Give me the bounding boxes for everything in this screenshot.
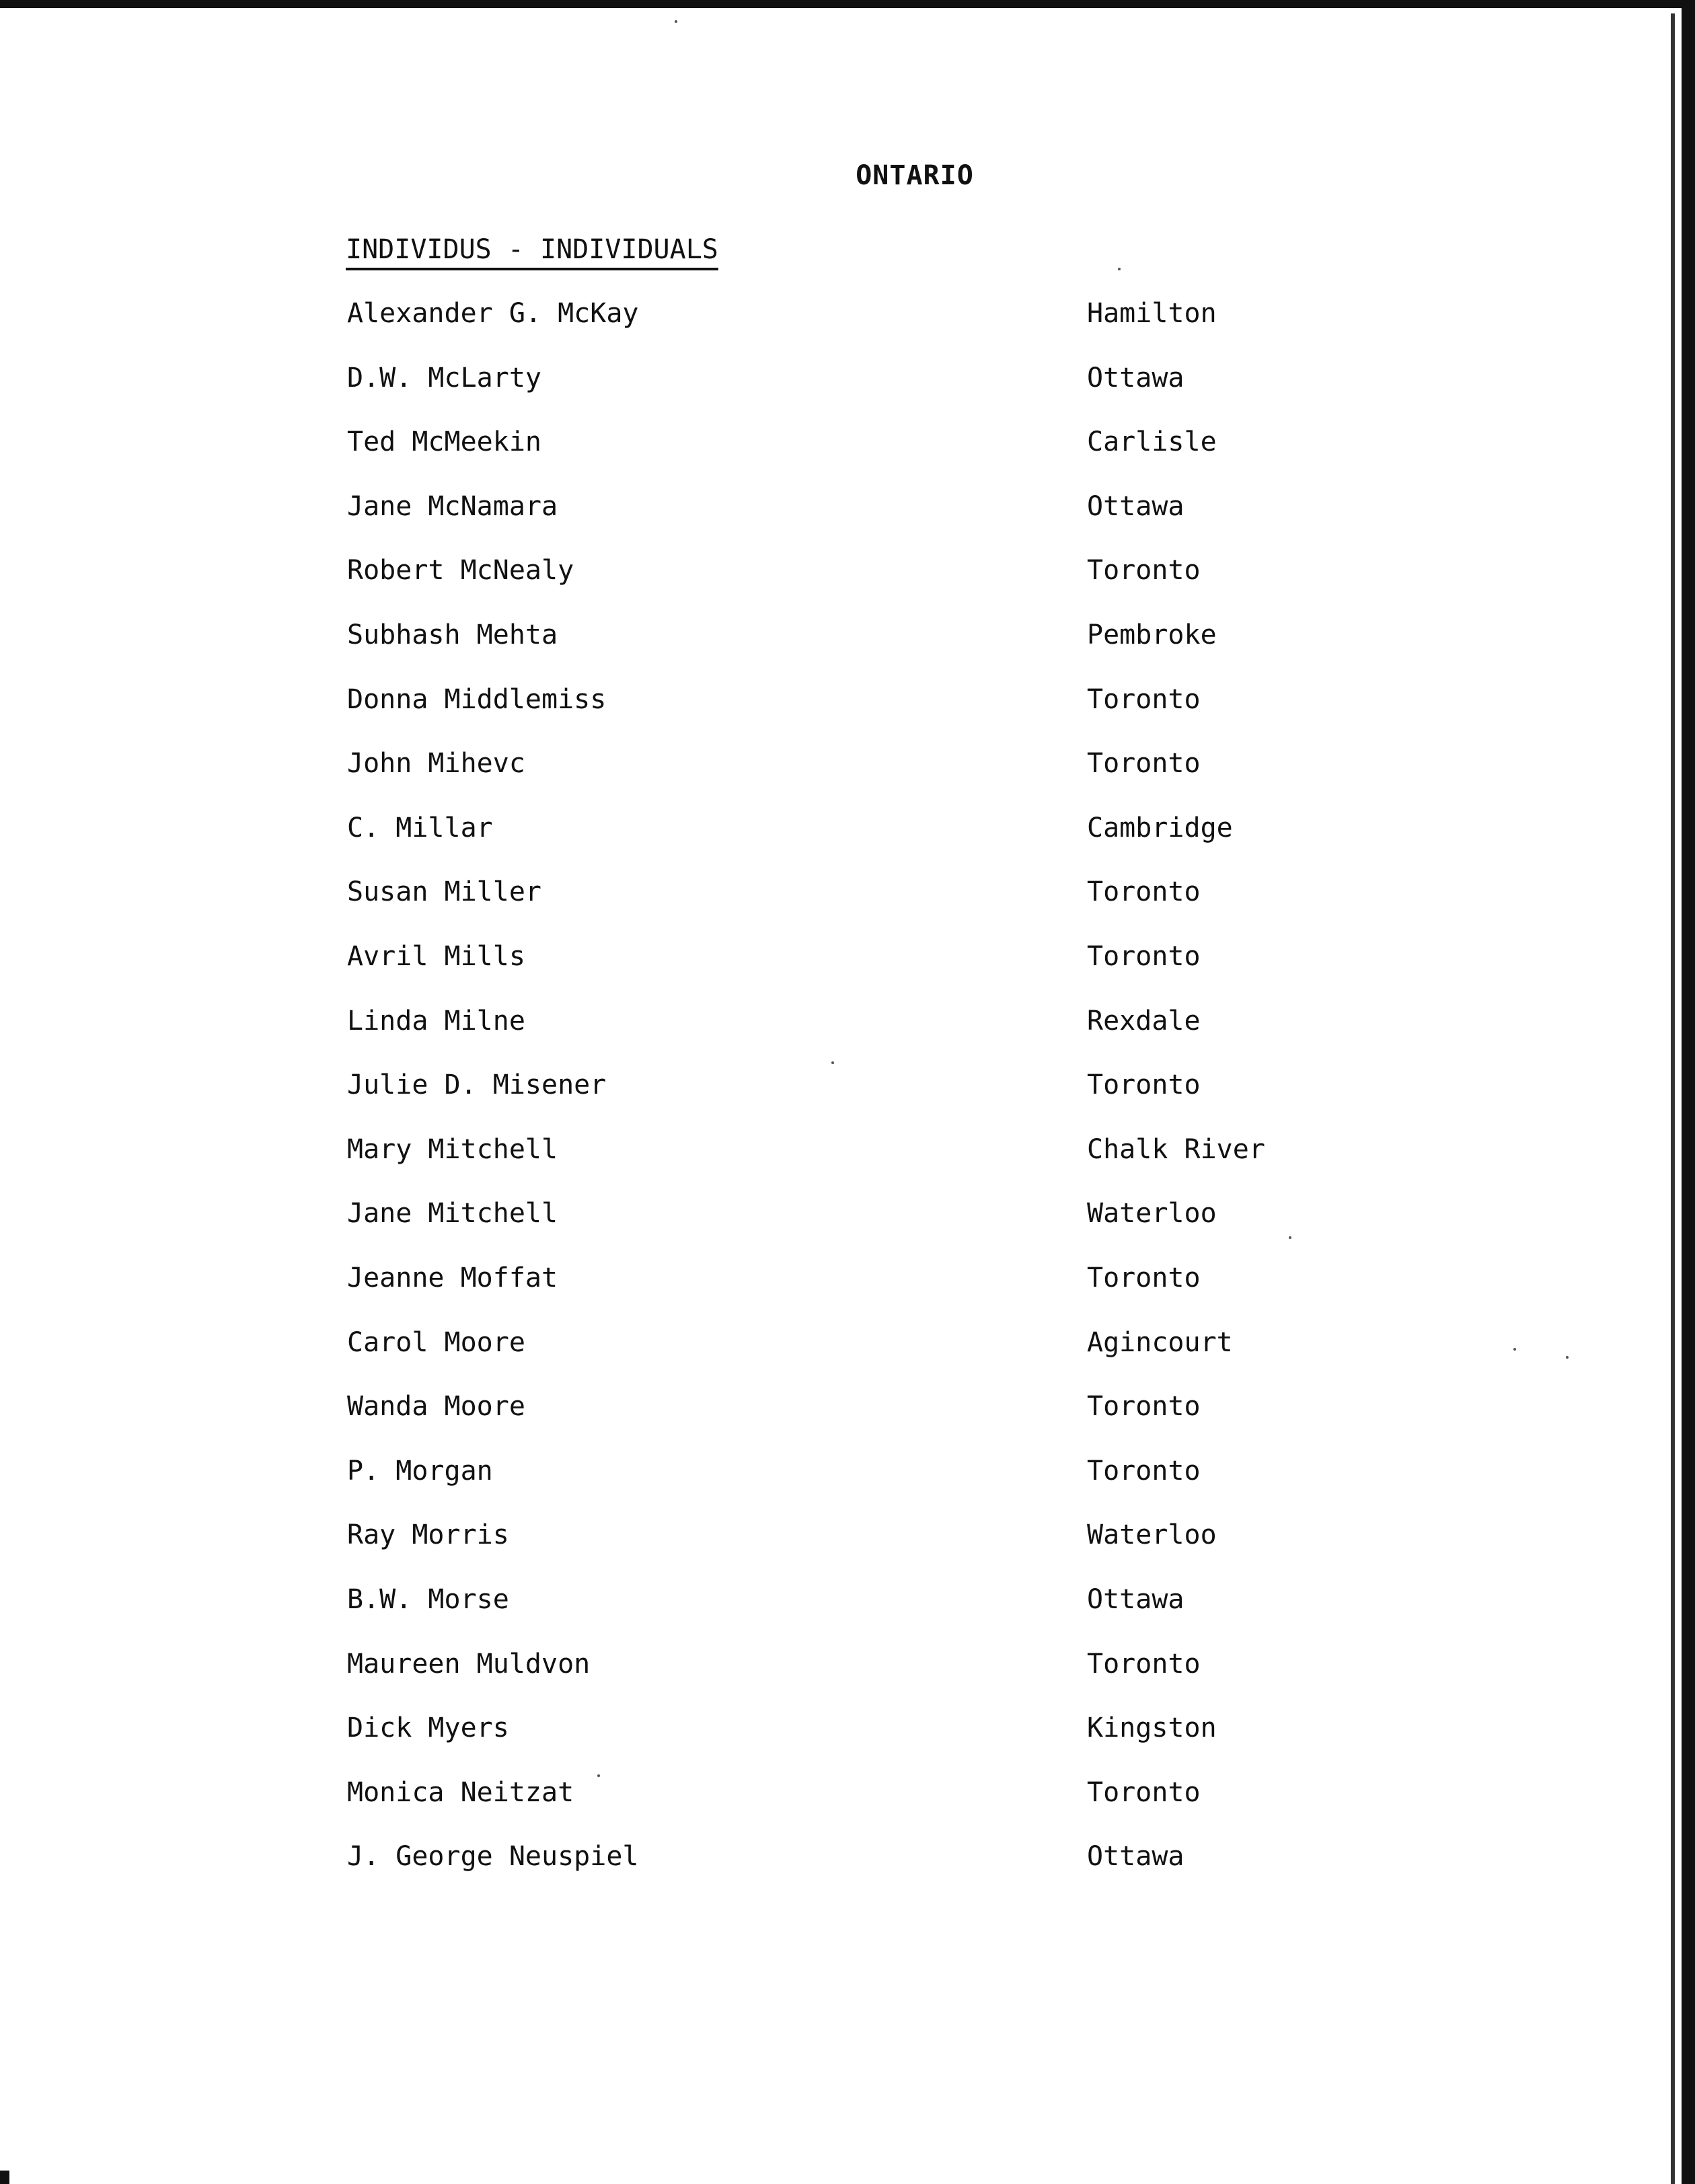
person-city: Ottawa [1087, 363, 1184, 393]
person-city: Agincourt [1087, 1327, 1233, 1358]
person-city: Toronto [1087, 1777, 1201, 1808]
list-item [0, 422, 1695, 462]
list-item [0, 936, 1695, 977]
person-name: Ray Morris [347, 1519, 509, 1550]
list-item [0, 1644, 1695, 1684]
person-city: Carlisle [1087, 426, 1217, 457]
person-city: Toronto [1087, 684, 1201, 715]
person-name: Avril Mills [347, 941, 525, 972]
list-item [0, 1708, 1695, 1748]
person-city: Ottawa [1087, 491, 1184, 522]
list-item [0, 1258, 1695, 1298]
person-name: Maureen Muldvon [347, 1649, 591, 1680]
person-city: Ottawa [1087, 1841, 1184, 1872]
list-item [0, 1451, 1695, 1491]
list-item [0, 1322, 1695, 1363]
person-city: Ottawa [1087, 1584, 1184, 1615]
person-name: P. Morgan [347, 1456, 493, 1486]
person-city: Toronto [1087, 941, 1201, 972]
person-name: Susan Miller [347, 876, 541, 907]
person-city: Chalk River [1087, 1134, 1265, 1165]
list-item [0, 1579, 1695, 1620]
person-name: J. George Neuspiel [347, 1841, 639, 1872]
list-item [0, 1386, 1695, 1427]
person-name: Julie D. Misener [347, 1069, 607, 1100]
person-name: Mary Mitchell [347, 1134, 558, 1165]
list-item [0, 808, 1695, 848]
person-name: John Mihevc [347, 748, 525, 779]
list-item [0, 743, 1695, 784]
person-city: Waterloo [1087, 1519, 1217, 1550]
list-item [0, 550, 1695, 591]
person-name: Jane McNamara [347, 491, 558, 522]
list-item [0, 486, 1695, 527]
person-city: Cambridge [1087, 813, 1233, 843]
person-name: B.W. Morse [347, 1584, 509, 1615]
person-name: Wanda Moore [347, 1391, 525, 1422]
person-name: D.W. McLarty [347, 363, 541, 393]
person-name: Alexander G. McKay [347, 298, 639, 329]
list-item [0, 1065, 1695, 1105]
person-city: Toronto [1087, 748, 1201, 779]
person-city: Rexdale [1087, 1006, 1201, 1037]
list-item [0, 872, 1695, 912]
person-name: Donna Middlemiss [347, 684, 607, 715]
person-name: Jane Mitchell [347, 1198, 558, 1229]
list-item [0, 293, 1695, 334]
person-city: Pembroke [1087, 619, 1217, 650]
list-item [0, 679, 1695, 720]
person-city: Kingston [1087, 1712, 1217, 1743]
list-item [0, 1515, 1695, 1555]
list-item [0, 1001, 1695, 1041]
list-item [0, 358, 1695, 398]
person-city: Toronto [1087, 1263, 1201, 1293]
list-item [0, 615, 1695, 655]
list-item [0, 1772, 1695, 1813]
person-name: Subhash Mehta [347, 619, 558, 650]
person-name: Robert McNealy [347, 555, 574, 586]
person-city: Toronto [1087, 1069, 1201, 1100]
list-item [0, 1836, 1695, 1877]
page-title: ONTARIO [856, 160, 974, 191]
person-name: Dick Myers [347, 1712, 509, 1743]
person-name: Jeanne Moffat [347, 1263, 558, 1293]
list-item [0, 1129, 1695, 1170]
section-heading: INDIVIDUS - INDIVIDUALS [346, 234, 718, 270]
list-item [0, 1193, 1695, 1234]
person-name: Carol Moore [347, 1327, 525, 1358]
person-city: Toronto [1087, 1391, 1201, 1422]
person-name: Ted McMeekin [347, 426, 541, 457]
person-name: Monica Neitzat [347, 1777, 574, 1808]
person-name: C. Millar [347, 813, 493, 843]
person-city: Toronto [1087, 555, 1201, 586]
person-city: Waterloo [1087, 1198, 1217, 1229]
person-city: Hamilton [1087, 298, 1217, 329]
person-city: Toronto [1087, 1649, 1201, 1680]
person-city: Toronto [1087, 876, 1201, 907]
person-name: Linda Milne [347, 1006, 525, 1037]
person-city: Toronto [1087, 1456, 1201, 1486]
